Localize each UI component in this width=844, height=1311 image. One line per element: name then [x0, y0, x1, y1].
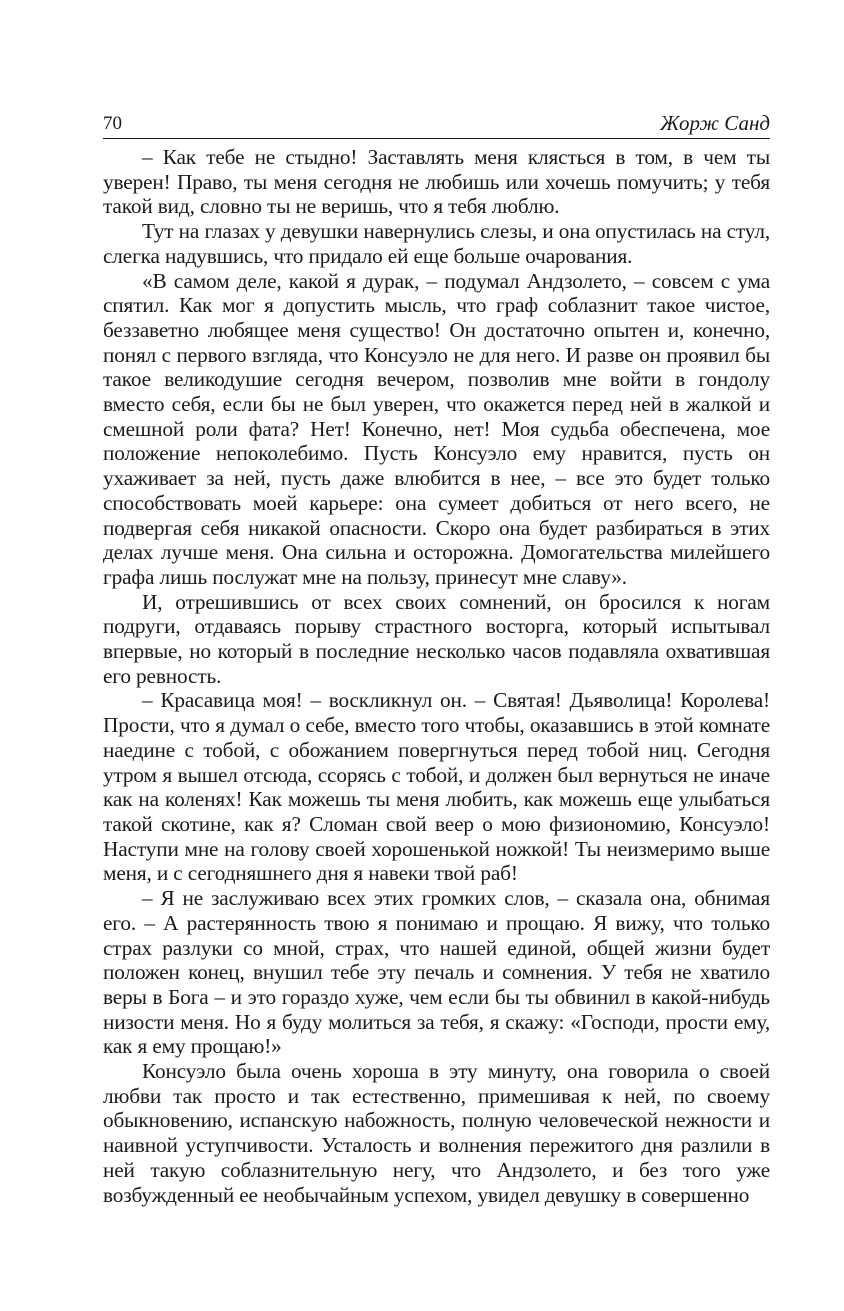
- paragraph: – Я не заслуживаю всех этих громких слов, – сказала она, обнимая его. – А растерянность твою я понимаю и прощаю. Я вижу, что только страх разлуки со мной, страх, что нашей единой, общей жизни будет положен конец, внушил тебе эту печаль и сомнения. У тебя не хватило веры в Бога – и это гораздо хуже, чем если бы ты обвинил в какой-нибудь низости меня. Но я буду молиться за тебя, я скажу: «Господи, прости ему, как я ему прощаю!»: [103, 886, 770, 1059]
- paragraph: «В самом деле, какой я дурак, – подумал Андзолето, – совсем с ума спятил. Как мог я допустить мысль, что граф соблазнит такое чистое, беззаветно любящее меня существо! Он достаточно опытен и, конечно, понял с первого взгляда, что Консуэло не для него. И разве он проявил бы такое великодушие сегодня вечером, позволив мне войти в гондолу вместо себя, если бы не был уверен, что окажется перед ней в жалкой и смешной роли фата? Нет! Конечно, нет! Моя судьба обеспечена, мое положение непоколебимо. Пусть Консуэло ему нравится, пусть он ухаживает за ней, пусть даже влюбится в нее, – все это будет только способствовать моей карьере: она сумеет добиться от него всего, не подвергая себя никакой опасности. Скоро она будет разбираться в этих делах лучше меня. Она сильна и осторожна. Домогательства милейшего графа лишь послужат мне на пользу, принесут мне славу».: [103, 268, 770, 589]
- paragraph: Консуэло была очень хороша в эту минуту, она говорила о своей любви так просто и так естественно, примешивая к ней, по своему обыкновению, испанскую набожность, полную человеческой нежности и наивной уступчивости. Усталость и волнения пережитого дня разлили в ней такую соблазнительную негу, что Андзолето, и без того уже возбужденный ее необычайным успехом, увидел девушку в совершенно: [103, 1059, 770, 1207]
- body-text: [103, 145, 770, 1207]
- running-head-author: Жорж Санд: [660, 111, 770, 135]
- paragraph: Тут на глазах у девушки навернулись слезы, и она опустилась на стул, слегка надувшись, что придало ей еще больше очарования.: [103, 219, 770, 268]
- paragraph: – Красавица моя! – воскликнул он. – Святая! Дьяволица! Королева! Прости, что я думал о себе, вместо того чтобы, оказавшись в этой комнате наедине с тобой, с обожанием повергнуться перед тобой ниц. Сегодня утром я вышел отсюда, ссорясь с тобой, и должен был вернуться не иначе как на коленях! Как можешь ты меня любить, как можешь еще улыбаться такой скотине, как я? Сломан свой веер о мою физиономию, Консуэло! Наступи мне на голову своей хорошенькой ножкой! Ты неизмеримо выше меня, и с сегодняшнего дня я навеки твой раб!: [103, 688, 770, 886]
- paragraph: – Как тебе не стыдно! Заставлять меня клясться в том, в чем ты уверен! Право, ты меня сегодня не любишь или хочешь помучить; у тебя такой вид, словно ты не веришь, что я тебя люблю.: [103, 145, 770, 219]
- running-head: [103, 108, 770, 139]
- paragraph: И, отрешившись от всех своих сомнений, он бросился к ногам подруги, отдаваясь порыву страстного восторга, который испытывал впервые, но который в последние несколько часов подавляла охватившая его ревность.: [103, 589, 770, 688]
- page-number: 70: [103, 113, 122, 134]
